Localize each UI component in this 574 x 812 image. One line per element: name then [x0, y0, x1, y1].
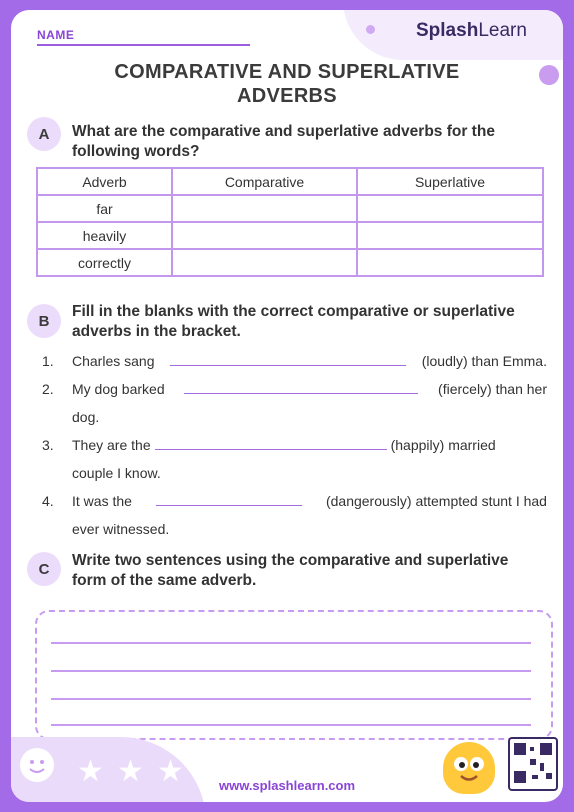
item-text-before: It was the: [72, 493, 132, 509]
adverb-cell: heavily: [37, 222, 172, 249]
item-text-continued: ever witnessed.: [72, 521, 170, 537]
section-c-question: Write two sentences using the comparative and superlative form of the same adverb.: [72, 552, 509, 589]
item-text-before: They are the: [72, 437, 151, 453]
section-a-badge: A: [27, 117, 61, 151]
writing-line[interactable]: [51, 724, 531, 726]
superlative-answer-cell[interactable]: [357, 195, 543, 222]
table-row: [37, 195, 543, 222]
item-number: 3.: [42, 437, 54, 453]
section-b-question: Fill in the blanks with the correct comparative or superlative adverbs in the bracket.: [72, 303, 515, 340]
page-title: [61, 60, 513, 108]
mascot-icon: [443, 742, 495, 794]
item-text-after: (happily) married: [390, 437, 496, 453]
comparative-answer-cell[interactable]: [172, 222, 357, 249]
list-item: [42, 347, 547, 375]
footer-url[interactable]: www.splashlearn.com: [218, 778, 356, 793]
star-icon: ★: [77, 755, 104, 788]
writing-line[interactable]: [51, 670, 531, 672]
decorative-dot: [539, 65, 559, 85]
section-c-badge: C: [27, 552, 61, 586]
section-a-question: What are the comparative and superlative adverbs for the following words?: [72, 123, 495, 160]
item-text-continued: couple I know.: [72, 465, 161, 481]
superlative-answer-cell[interactable]: [357, 249, 543, 276]
item-text-before: My dog barked: [72, 381, 165, 397]
item-text-continued: dog.: [72, 409, 100, 425]
writing-box[interactable]: [35, 610, 553, 740]
qr-code-icon: [508, 737, 558, 791]
table-header: Superlative: [357, 168, 543, 195]
item-text-after: (loudly) than Emma.: [421, 353, 547, 369]
item-text-after: (dangerously) attempted stunt I had: [325, 493, 547, 509]
item-text-before: Charles sang: [72, 353, 155, 369]
table-row: [37, 222, 543, 249]
answer-blank[interactable]: [156, 493, 302, 506]
logo-regular-text: Learn: [478, 20, 527, 41]
writing-line[interactable]: [51, 698, 531, 700]
name-label: NAME: [37, 28, 75, 42]
table-row: [37, 249, 543, 276]
smiley-icon: [20, 748, 54, 782]
table-header: Adverb: [37, 168, 172, 195]
comparative-answer-cell[interactable]: [172, 249, 357, 276]
fill-in-list: [42, 347, 547, 543]
answer-blank[interactable]: [155, 437, 387, 450]
comparative-answer-cell[interactable]: [172, 195, 357, 222]
splashlearn-logo: [416, 20, 527, 42]
item-text-after: (fiercely) than her: [438, 381, 547, 397]
star-icon: ★: [157, 755, 184, 788]
adverb-table: [36, 167, 544, 277]
answer-blank[interactable]: [170, 353, 406, 366]
worksheet-page: [11, 10, 563, 802]
title-line-1: COMPARATIVE AND SUPERLATIVE: [114, 61, 460, 83]
writing-line[interactable]: [51, 642, 531, 644]
adverb-cell: far: [37, 195, 172, 222]
answer-blank[interactable]: [184, 381, 418, 394]
decorative-dot: [366, 25, 375, 34]
section-b-badge: B: [27, 304, 61, 338]
list-item: [42, 375, 547, 431]
name-field-line[interactable]: [37, 44, 250, 46]
list-item: [42, 487, 547, 543]
item-number: 1.: [42, 353, 54, 369]
title-line-2: ADVERBS: [237, 85, 337, 107]
table-header: Comparative: [172, 168, 357, 195]
logo-bold-text: Splash: [416, 20, 479, 41]
list-item: [42, 431, 547, 487]
table-header-row: [37, 168, 543, 195]
adverb-cell: correctly: [37, 249, 172, 276]
star-icon: ★: [117, 755, 144, 788]
item-number: 2.: [42, 381, 54, 397]
superlative-answer-cell[interactable]: [357, 222, 543, 249]
item-number: 4.: [42, 493, 54, 509]
